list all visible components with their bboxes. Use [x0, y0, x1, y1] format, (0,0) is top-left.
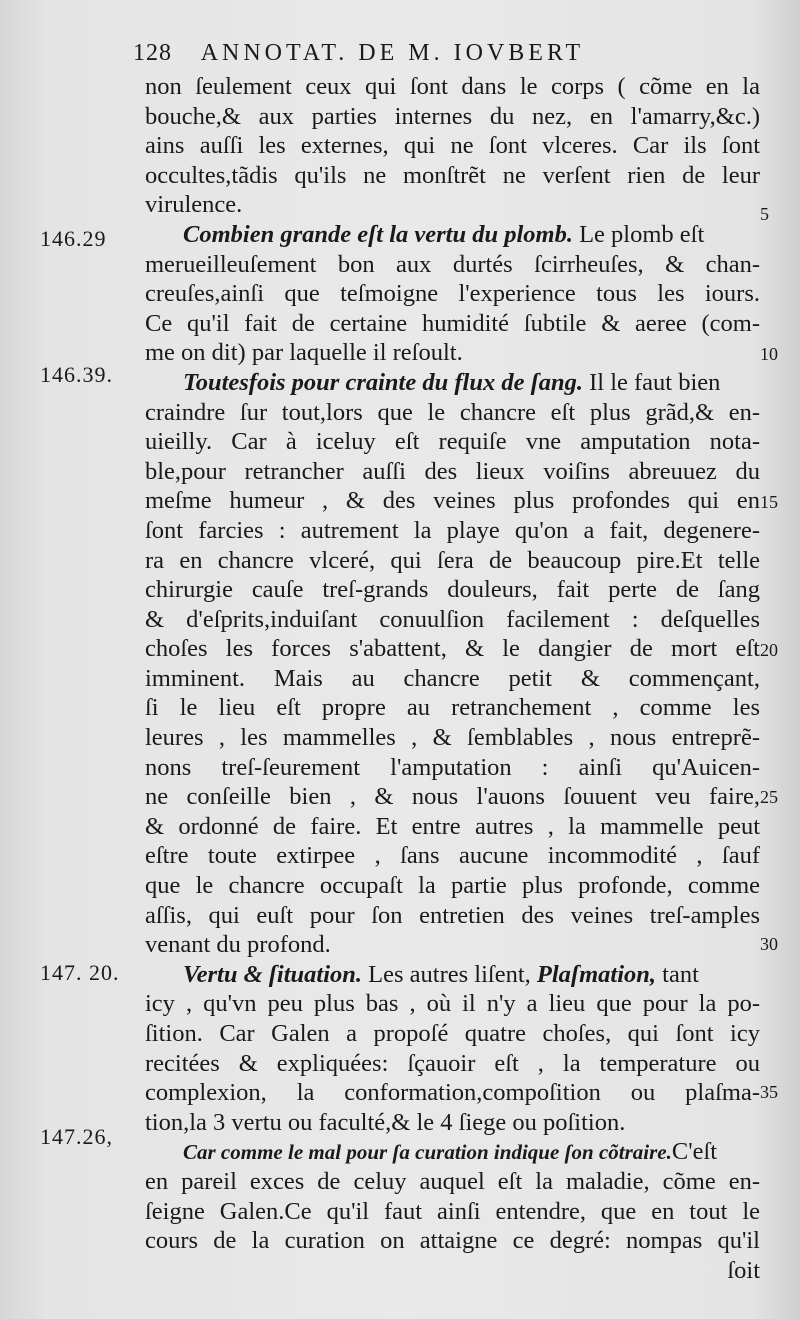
margin-reference: 147. 20.	[40, 960, 120, 985]
text-span: Les autres liſent,	[362, 960, 537, 988]
text-line: virulence.	[145, 191, 243, 219]
text-line: non ſeulement ceux qui ſont dans le corps ( cõme en la	[145, 73, 760, 100]
text-line: bouche,& aux parties internes du nez, en l'amarry,&c.)	[145, 102, 760, 130]
line-number: 15	[760, 492, 778, 512]
variant-reading: Plaſmation,	[536, 960, 657, 988]
annotation-lemma-line	[145, 1137, 760, 1167]
text-line: & ordonné de faire. Et entre autres , la mammelle peut	[145, 812, 760, 840]
text-line: chirurgie cauſe treſ-grands douleurs, fait perte de ſang	[145, 576, 760, 604]
text-line: en pareil exces de celuy auquel eſt la maladie, cõme en-	[145, 1167, 760, 1195]
line-number: 10	[760, 344, 778, 364]
text-line: recitées & expliquées: ſçauoir eſt , la temperature ou	[145, 1049, 760, 1077]
annotation-lemma: Toutesfois pour crainte du flux de ſang.	[183, 368, 583, 396]
text-line: aſſis, qui euſt pour ſon entretien des veines treſ-amples	[145, 901, 760, 929]
text-line: ne conſeille bien , & nous l'auons ſouuent veu faire,	[145, 783, 760, 811]
margin-reference: 146.29	[40, 226, 107, 251]
annotation-lemma-line	[145, 368, 760, 398]
annotation-lemma: Vertu & ſituation.	[183, 960, 363, 988]
page-number: 128	[133, 40, 172, 66]
text-line: icy , qu'vn peu plus bas , où il n'y a lieu que pour la po-	[145, 990, 760, 1018]
margin-reference: 147.26,	[40, 1124, 113, 1149]
text-line: choſes les forces s'abattent, & le dangier de mort eſt	[145, 635, 760, 663]
text-line: uieilly. Car à iceluy eſt requiſe vne amputation nota-	[145, 428, 760, 456]
line-number: 20	[760, 640, 778, 660]
text-line: creuſes,ainſi que teſmoigne l'experience tous les iours.	[145, 280, 760, 308]
margin-reference: 146.39.	[40, 362, 113, 387]
annotation-lemma: Car comme le mal pour ſa curation indique ſon cõtraire.	[183, 1140, 672, 1165]
running-title: ANNOTAT. DE M. IOVBERT	[200, 40, 585, 66]
text-line: ſi le lieu eſt propre au retranchement , comme les	[145, 694, 760, 722]
annotation-lemma-line	[145, 960, 760, 990]
text-line: leures , les mammelles , & ſemblables , nous entreprẽ-	[145, 724, 760, 752]
text-line: ſition. Car Galen a propoſé quatre choſes, qui ſont icy	[145, 1020, 760, 1047]
text-span: C'eſt	[671, 1138, 718, 1166]
text-span: Il le faut bien	[583, 368, 721, 396]
text-line: cours de la curation on attaigne ce degré: nompas qu'il	[145, 1227, 760, 1255]
text-span: Le plomb eſt	[572, 220, 705, 248]
text-line: Ce qu'il fait de certaine humidité ſubtile & aeree (com-	[145, 309, 760, 337]
running-header	[133, 40, 733, 67]
text-line: venant du profond.	[145, 931, 331, 959]
text-line: ains auſſi les externes, qui ne ſont vlceres. Car ils ſont	[145, 132, 760, 160]
text-line: ble,pour retrancher auſſi des lieux voiſins abreuuez du	[145, 457, 760, 485]
annotation-lemma-line	[145, 220, 760, 250]
catchword: ſoit	[727, 1256, 760, 1284]
text-line: merueilleuſement bon aux durtés ſcirrheuſes, & chan-	[145, 250, 760, 278]
text-line: eſtre toute extirpee , ſans aucune incommodité , ſauf	[145, 842, 760, 870]
annotation-lemma: Combien grande eſt la vertu du plomb.	[183, 220, 573, 248]
text-line: imminent. Mais au chancre petit & commençant,	[145, 664, 760, 692]
text-line: occultes,tãdis qu'ils ne monſtrẽt ne verſent rien de leur	[145, 161, 760, 189]
line-number: 35	[760, 1082, 778, 1102]
text-span: tant	[656, 960, 699, 988]
text-line: craindre ſur tout,lors que le chancre eſt plus grãd,& en-	[145, 398, 760, 426]
text-line: que le chancre occupaſt la partie plus profonde, comme	[145, 872, 760, 900]
line-number: 25	[760, 787, 778, 807]
body-text	[145, 72, 760, 1285]
text-line: nons treſ-ſeurement l'amputation : ainſi qu'Auicen-	[145, 753, 760, 781]
text-line: meſme humeur , & des veines plus profondes qui en	[145, 487, 760, 515]
text-line: tion,la 3 vertu ou faculté,& le 4 ſiege ou poſition.	[145, 1108, 626, 1136]
text-line: & d'eſprits,induiſant conuulſion facilement : deſquelles	[145, 605, 760, 633]
text-line: ra en chancre vlceré, qui ſera de beaucoup pire.Et telle	[145, 546, 760, 574]
text-line: complexion, la conformation,compoſition ou plaſma-	[145, 1079, 760, 1107]
line-number: 5	[760, 204, 769, 224]
text-line: ſont farcies : autrement la playe qu'on a fait, degenere-	[145, 516, 760, 544]
text-line: ſeigne Galen.Ce qu'il faut ainſi entendre, que en tout le	[145, 1197, 760, 1225]
text-line: me on dit) par laquelle il reſoult.	[145, 339, 463, 367]
line-number: 30	[760, 934, 778, 954]
